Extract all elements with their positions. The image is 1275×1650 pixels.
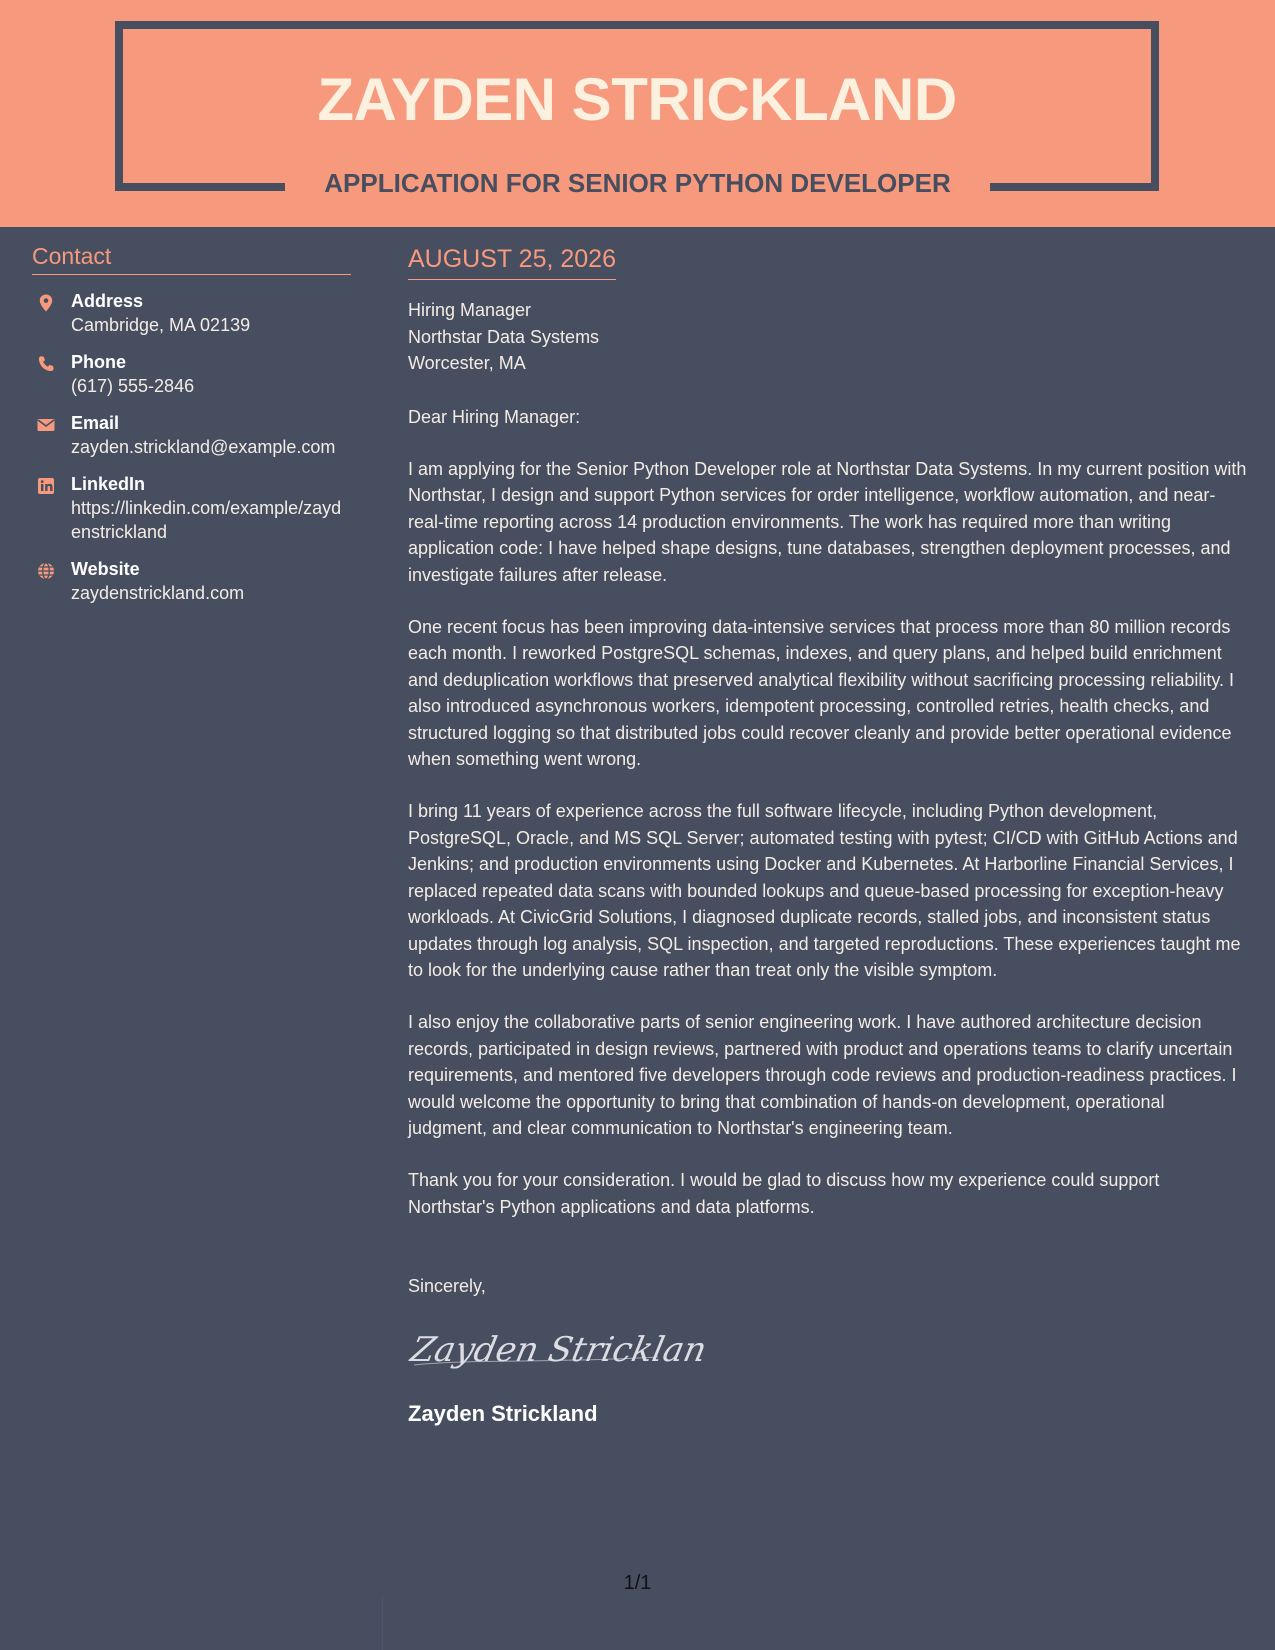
application-subtitle: APPLICATION FOR SENIOR PYTHON DEVELOPER <box>324 168 951 198</box>
frame-border-right <box>1151 21 1159 191</box>
recipient-block <box>408 297 1248 377</box>
salutation: Dear Hiring Manager: <box>408 406 581 427</box>
recipient-line: Northstar Data Systems <box>408 326 600 347</box>
contact-value: Cambridge, MA 02139 <box>71 315 251 335</box>
header-banner <box>0 0 1275 227</box>
frame-border-top <box>115 21 1159 29</box>
contact-label: LinkedIn <box>71 474 146 494</box>
letter-paragraph: I am applying for the Senior Python Developer role at Northstar Data Systems. In my current position with Northstar, I design and support Python services for order intelligence, workflow automation, and near-real-time reporting across 14 production environments. The work has required more than writing application code: I have helped shape designs, tune databases, strengthen deployment processes, and investigate failures after release. <box>408 459 1247 585</box>
signature-image <box>407 1319 711 1381</box>
letter-body <box>408 240 1248 1429</box>
contact-label: Email <box>71 413 120 433</box>
contact-email <box>32 411 351 459</box>
contact-label: Address <box>71 291 144 311</box>
contact-value[interactable]: https://linkedin.com/example/zaydenstrickland <box>71 498 342 542</box>
contact-value: (617) 555-2846 <box>71 376 195 396</box>
contact-linkedin <box>32 472 351 544</box>
frame-border-bottom-left <box>115 183 285 191</box>
contact-label: Website <box>71 559 140 579</box>
contact-value[interactable]: zaydenstrickland.com <box>71 583 245 603</box>
contact-website <box>32 557 351 605</box>
frame-border-bottom-right <box>990 183 1159 191</box>
contact-phone <box>32 350 351 398</box>
globe-icon <box>36 561 56 581</box>
phone-icon <box>36 354 56 374</box>
signer-name: Zayden Strickland <box>408 1401 598 1427</box>
contact-address <box>32 289 351 337</box>
closing: Sincerely, <box>408 1276 486 1297</box>
contact-heading: Contact <box>32 240 351 275</box>
contact-value[interactable]: zayden.strickland@example.com <box>71 437 336 457</box>
letter-paragraph: I bring 11 years of experience across the full software lifecycle, including Python development, PostgreSQL, Oracle, and MS SQL Server; automated testing with pytest; CI/CD with GitHub Actions and Jenkins; and production environments using Docker and Kubernetes. At Harborline Financial Services, I replaced repeated data scans with bounded lookups and queue-based processing for exception-heavy workloads. At CivicGrid Solutions, I diagnosed duplicate records, stalled jobs, and inconsistent status updates through log analysis, SQL inspection, and targeted reproductions. These experiences taught me to look for the underlying cause rather than treat only the visible symptom. <box>408 801 1241 980</box>
handwritten-signature <box>408 1319 1248 1381</box>
map-pin-icon <box>36 293 56 313</box>
contact-label: Phone <box>71 352 127 372</box>
letter-paragraph: I also enjoy the collaborative parts of senior engineering work. I have authored architecture decision records, participated in design reviews, partnered with product and operations teams to clarify uncertain requirements, and mentored five developers through code reviews and production-readiness practices. I would welcome the opportunity to bring that combination of hands-on development, operational judgment, and clear communication to Northstar's engineering team. <box>408 1012 1237 1138</box>
envelope-icon <box>36 415 56 435</box>
recipient-line: Hiring Manager <box>408 300 532 320</box>
applicant-name: ZAYDEN STRICKLAND <box>317 66 957 133</box>
letter-paragraph: One recent focus has been improving data-intensive services that process more than 80 million records each month. I reworked PostgreSQL schemas, indexes, and query plans, and helped build enrichment and deduplication workflows that preserved analytical flexibility without sacrificing processing reliability. I also introduced asynchronous workers, idempotent processing, controlled retries, health checks, and structured logging so that distributed jobs could recover cleanly and provide better operational evidence when something went wrong. <box>408 617 1235 770</box>
letter-paragraph: Thank you for your consideration. I would be glad to discuss how my experience could support Northstar's Python applications and data platforms. <box>408 1170 1160 1217</box>
contact-sidebar <box>32 240 351 618</box>
svg-text:Zayden Stricklan: Zayden Stricklan <box>407 1330 711 1371</box>
letter-date: AUGUST 25, 2026 <box>408 240 616 280</box>
recipient-line: Worcester, MA <box>408 353 526 373</box>
frame-border-left <box>115 21 123 191</box>
column-divider <box>382 1595 383 1650</box>
linkedin-icon <box>36 476 56 496</box>
page-number: 1/1 <box>623 1572 652 1594</box>
